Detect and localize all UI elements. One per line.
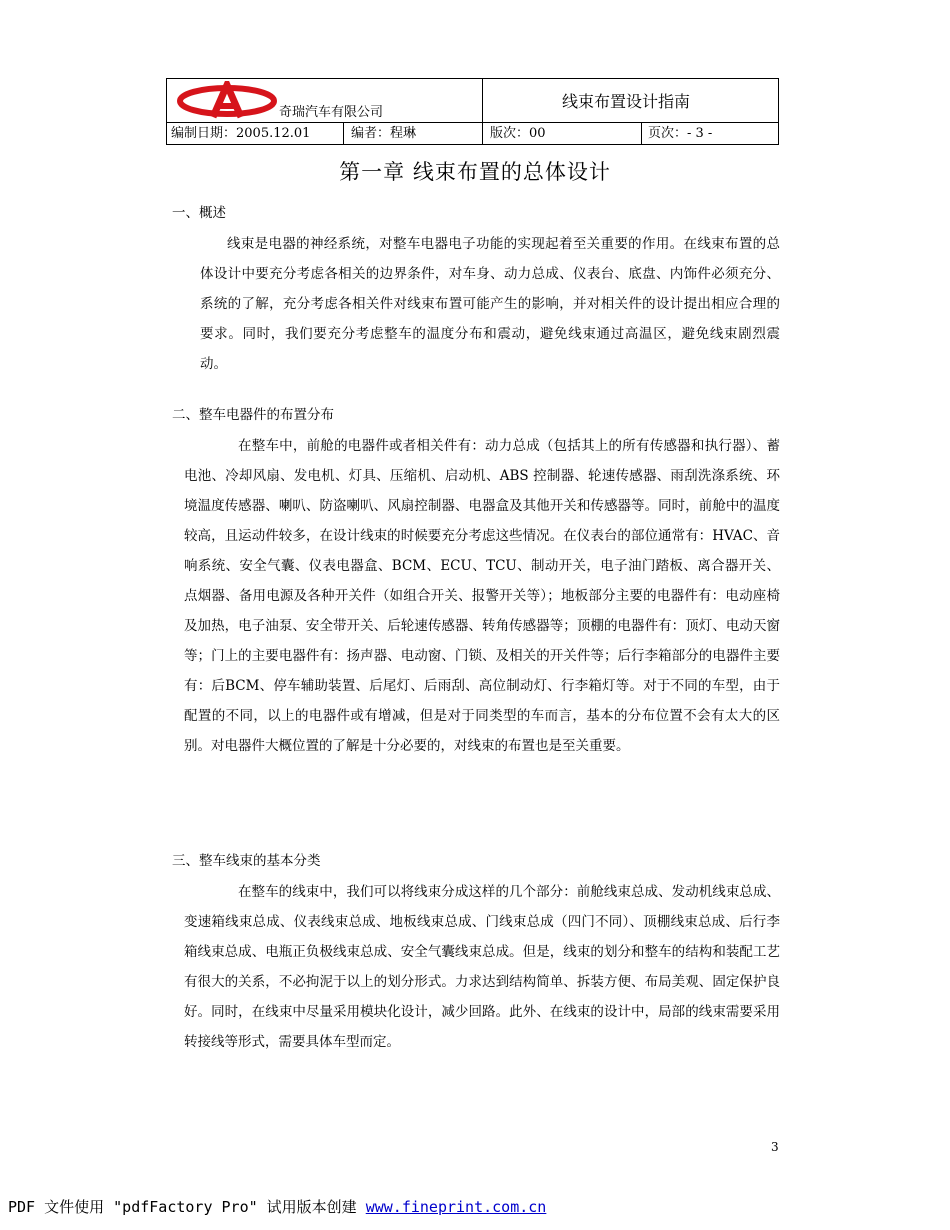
chapter-title: 第一章 线束布置的总体设计 [339, 160, 611, 184]
version: 版次：00 [490, 126, 546, 141]
footer-text: PDF 文件使用 "pdfFactory Pro" 试用版本创建 [8, 1198, 366, 1216]
header-divider [343, 123, 344, 145]
author: 编者：程琳 [351, 126, 417, 141]
section-heading: 二、整车电器件的布置分布 [172, 407, 334, 423]
header-divider [482, 123, 483, 145]
header-row-bottom [167, 123, 778, 145]
header-row-top [167, 79, 778, 123]
pdf-footer [8, 1196, 546, 1217]
section-heading: 三、整车线束的基本分类 [172, 853, 321, 869]
document-header-table [166, 78, 779, 145]
footer-link[interactable]: www.fineprint.com.cn [365, 1198, 547, 1216]
section-heading: 一、概述 [172, 205, 226, 221]
company-logo-icon [175, 81, 279, 121]
page-field: 页次：- 3 - [648, 126, 713, 141]
section-body: 在整车中，前舱的电器件或者相关件有：动力总成（包括其上的所有传感器和执行器）、蓄电池、冷却风扇、发电机、灯具、压缩机、启动机、ABS 控制器、轮速传感器、雨刮洗涤系统、环境温度传感器、喇叭、防盗喇叭、风扇控制器、电器盒及其他开关和传感器等。同时，前舱中的温度较高，且运动件较多，在设计线束的时候要充分考虑这些情况。在仪表台的部位通常有：HVAC、音响系统、安全气囊、仪表电器盒、BCM、ECU、TCU、制动开关，电子油门踏板、离合器开关、点烟器、备用电源及各种开关件（如组合开关、报警开关等）；地板部分主要的电器件有：电动座椅及加热，电子油泵、安全带开关、后轮速传感器、转角传感器等；顶棚的电器件有：顶灯、电动天窗等；门上的主要电器件有：扬声器、电动窗、门锁、及相关的开关件等；后行李箱部分的电器件主要有：后BCM、停车辅助装置、后尾灯、后雨刮、高位制动灯、行李箱灯等。对于不同的车型，由于配置的不同，以上的电器件或有增减，但是对于同类型的车而言，基本的分布位置不会有太大的区别。对电器件大概位置的了解是十分必要的，对线束的布置也是至关重要。 [184, 438, 780, 754]
compile-date: 编制日期：2005.12.01 [171, 126, 311, 141]
header-divider [482, 79, 483, 122]
section-body: 在整车的线束中，我们可以将线束分成这样的几个部分：前舱线束总成、发动机线束总成、变速箱线束总成、仪表线束总成、地板线束总成、门线束总成（四门不同）、顶棚线束总成、后行李箱线束总成、电瓶正负极线束总成、安全气囊线束总成。但是，线束的划分和整车的结构和装配工艺有很大的关系，不必拘泥于以上的划分形式。力求达到结构简单、拆装方便、布局美观、固定保护良好。同时，在线束中尽量采用模块化设计，减少回路。此外、在线束的设计中，局部的线束需要采用转接线等形式，需要具体车型而定。 [184, 884, 780, 1050]
page-number: 3 [771, 1140, 779, 1154]
section-body: 线束是电器的神经系统，对整车电器电子功能的实现起着至关重要的作用。在线束布置的总体设计中要充分考虑各相关的边界条件，对车身、动力总成、仪表台、底盘、内饰件必须充分、系统的了解，充分考虑各相关件对线束布置可能产生的影响，并对相关件的设计提出相应合理的要求。同时，我们要充分考虑整车的温度分布和震动，避免线束通过高温区，避免线束剧烈震动。 [200, 236, 780, 372]
company-name: 奇瑞汽车有限公司 [279, 105, 384, 120]
header-divider [641, 123, 642, 145]
document-title: 线束布置设计指南 [562, 92, 691, 111]
